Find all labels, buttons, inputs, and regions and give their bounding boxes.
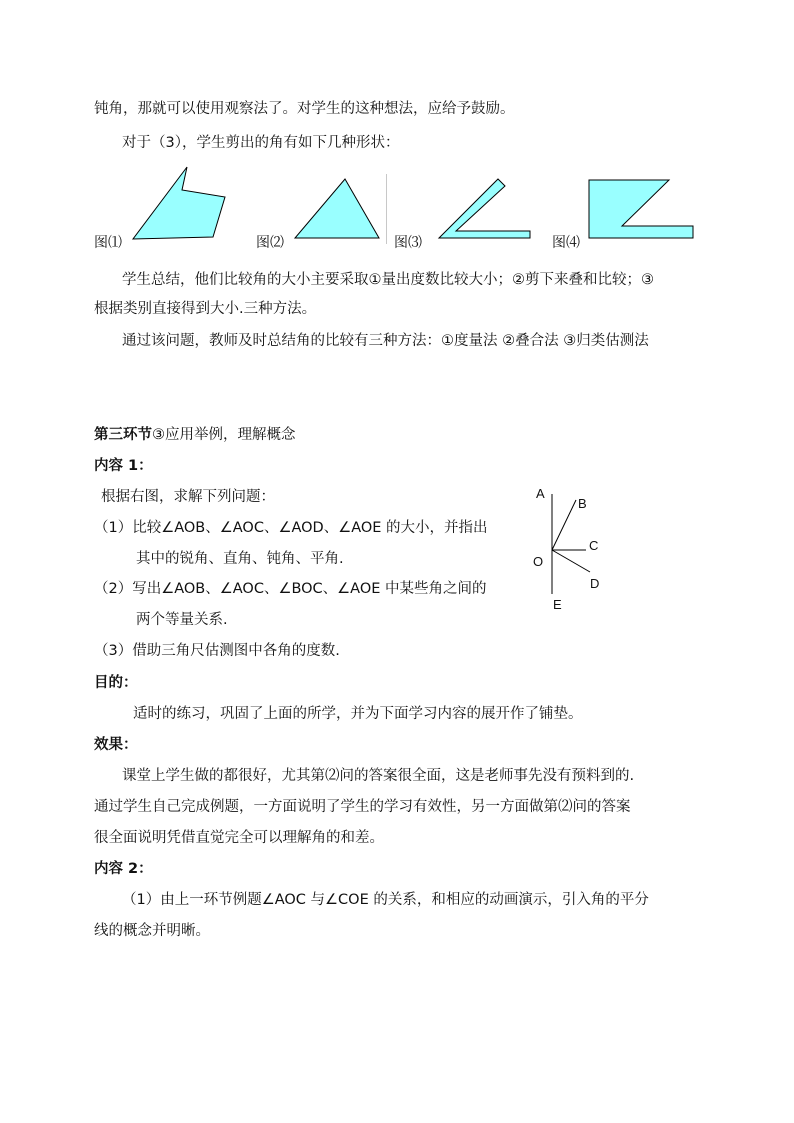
label-d: D	[590, 576, 600, 591]
figure-caption-4: 图⑷	[552, 235, 580, 251]
separator-line	[386, 174, 387, 244]
teacher-summary-line: 通过该问题，教师及时总结角的比较有三种方法：①度量法 ②叠合法 ③归类估测法	[122, 333, 649, 349]
section-heading-rest: ③应用举例，理解概念	[152, 427, 296, 443]
content-2-line-2: 线的概念并明晰。	[94, 923, 210, 939]
figure-caption-1: 图⑴	[94, 235, 122, 251]
content-2-label: 内容 2：	[94, 861, 153, 877]
label-o: O	[533, 554, 544, 569]
label-b: B	[578, 496, 587, 511]
purpose-label: 目的：	[94, 675, 138, 691]
ray-od	[552, 550, 590, 572]
content-2-line-1: （1）由上一环节例题∠AOC 与∠COE 的关系，和相应的动画演示，引入角的平分	[122, 892, 649, 908]
figure-caption-2: 图⑵	[256, 235, 284, 251]
student-summary-line-2: 根据类别直接得到大小.三种方法。	[94, 301, 317, 317]
cut-angle-shape-2	[292, 176, 382, 242]
label-a: A	[536, 486, 545, 501]
ray-ob	[552, 500, 576, 550]
cut-angle-shape-1	[130, 164, 228, 242]
purpose-text: 适时的练习，巩固了上面的所学，并为下面学习内容的展开作了铺垫。	[133, 706, 583, 722]
figure-caption-3: 图⑶	[394, 235, 422, 251]
section-heading	[94, 425, 296, 445]
angle-diagram	[520, 484, 620, 614]
content-1-line-4: 两个等量关系.	[136, 612, 228, 628]
content-1-line-3: （2）写出∠AOB、∠AOC、∠BOC、∠AOE 中某些角之间的	[94, 581, 487, 597]
effect-line-3: 很全面说明凭借直觉完全可以理解角的和差。	[94, 830, 384, 846]
content-1-line-0: 根据右图，求解下列问题：	[101, 489, 275, 505]
intro-line-1: 钝角，那就可以使用观察法了。对学生的这种想法，应给予鼓励。	[94, 101, 515, 117]
content-1-line-2: 其中的锐角、直角、钝角、平角.	[136, 551, 344, 567]
cut-angle-shape-3	[436, 176, 532, 242]
intro-line-2: 对于（3），学生剪出的角有如下几种形状：	[122, 135, 400, 151]
label-e: E	[553, 597, 562, 612]
student-summary-line-1: 学生总结，他们比较角的大小主要采取①量出度数比较大小；②剪下来叠和比较；③	[122, 272, 654, 288]
content-1-line-5: （3）借助三角尺估测图中各角的度数.	[94, 643, 340, 659]
cut-angle-shape-4	[586, 177, 696, 242]
label-c: C	[589, 538, 599, 553]
effect-label: 效果：	[94, 737, 138, 753]
section-heading-bold: 第三环节	[94, 427, 152, 443]
content-1-label: 内容 1：	[94, 458, 153, 474]
effect-line-2: 通过学生自己完成例题，一方面说明了学生的学习有效性，另一方面做第⑵问的答案	[94, 799, 631, 815]
effect-line-1: 课堂上学生做的都很好，尤其第⑵问的答案很全面，这是老师事先没有预料到的.	[122, 768, 635, 784]
content-1-line-1: （1）比较∠AOB、∠AOC、∠AOD、∠AOE 的大小，并指出	[94, 520, 488, 536]
